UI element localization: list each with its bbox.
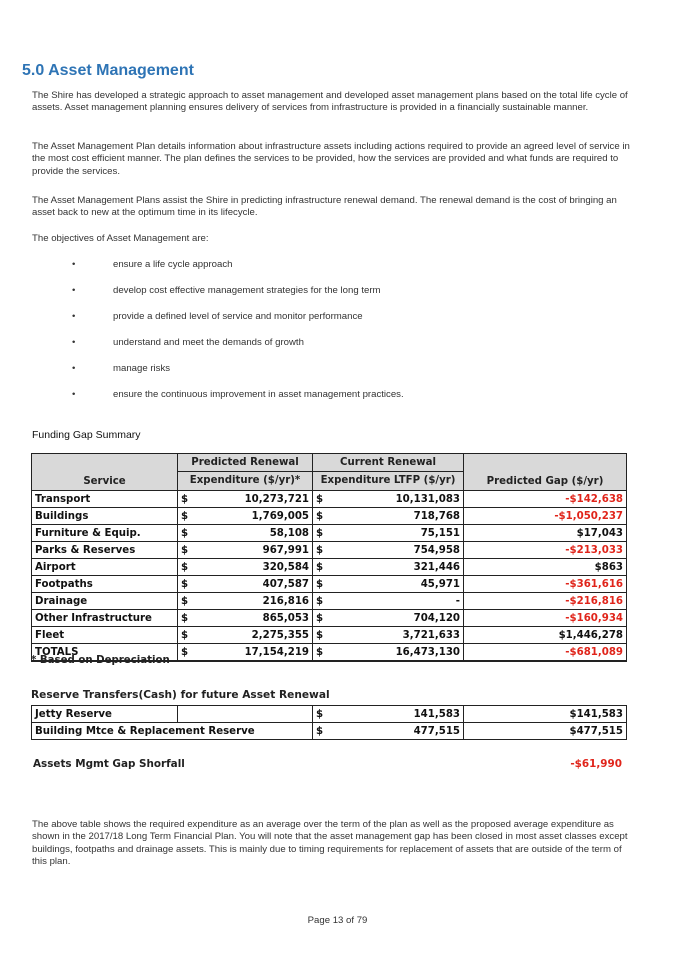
header-service: Service: [32, 454, 178, 491]
header-predicted-line2: Expenditure ($/yr)*: [178, 472, 313, 491]
header-current-line2: Expenditure LTFP ($/yr): [313, 472, 464, 491]
currency-symbol: $: [178, 508, 192, 525]
service-cell: Fleet: [32, 627, 178, 644]
section-title: 5.0 Asset Management: [22, 62, 194, 79]
gap-cell: $17,043: [464, 525, 627, 542]
current-cell: 704,120: [327, 610, 464, 627]
predicted-cell: 407,587: [192, 576, 313, 593]
gap-cell: -$681,089: [464, 644, 627, 662]
gap-cell: -$213,033: [464, 542, 627, 559]
currency-symbol: $: [178, 644, 192, 662]
objectives-intro: The objectives of Asset Management are:: [32, 233, 209, 244]
funding-gap-body: [32, 491, 627, 662]
currency-symbol: $: [313, 525, 327, 542]
predicted-cell: 865,053: [192, 610, 313, 627]
currency-symbol: $: [313, 706, 327, 723]
currency-symbol: $: [178, 559, 192, 576]
currency-symbol: $: [313, 559, 327, 576]
currency-symbol: $: [178, 525, 192, 542]
page-number: Page 13 of 79: [307, 915, 368, 926]
bullet-icon: •: [72, 363, 76, 374]
reserve-value: $141,583: [464, 706, 627, 723]
predicted-cell: 216,816: [192, 593, 313, 610]
currency-symbol: $: [178, 542, 192, 559]
table-row: [32, 627, 627, 644]
reserve-value: $477,515: [464, 723, 627, 740]
footnote: * Based on Depreciation: [31, 655, 170, 666]
shortfall-label: Assets Mgmt Gap Shorfall: [33, 758, 185, 770]
predicted-cell: 17,154,219: [192, 644, 313, 662]
service-cell: Furniture & Equip.: [32, 525, 178, 542]
currency-symbol: $: [313, 723, 327, 740]
predicted-cell: 58,108: [192, 525, 313, 542]
service-cell: Airport: [32, 559, 178, 576]
currency-symbol: $: [313, 491, 327, 508]
bullet-icon: •: [72, 285, 76, 296]
service-cell: Transport: [32, 491, 178, 508]
table-row: [32, 542, 627, 559]
currency-symbol: $: [313, 542, 327, 559]
plan-details-paragraph: The Asset Management Plan details information about infrastructure assets including actions required to provide an agreed level of service in the most cost efficient manner. The plan defines the services to be provided, how the services are provided and what funds are required to provide the services.: [32, 141, 630, 177]
current-cell: 45,971: [327, 576, 464, 593]
predicted-cell: 967,991: [192, 542, 313, 559]
reserve-table: [31, 705, 627, 740]
current-cell: 754,958: [327, 542, 464, 559]
reserve-amount: 477,515: [327, 723, 464, 740]
current-cell: 75,151: [327, 525, 464, 542]
table-row: [32, 576, 627, 593]
gap-cell: -$142,638: [464, 491, 627, 508]
service-cell: TOTALS: [32, 644, 178, 662]
closing-paragraph: The above table shows the required expenditure as an average over the term of the plan as well as the proposed average expenditure as shown in the 2017/18 Long Term Financial Plan. You will note that the asset management gap has been closed in most asset classes except buildings, footpaths and drainage assets. This is mainly due to timing requirements for replacement of assets that are outside of the term of this plan.: [32, 819, 628, 867]
bullet-icon: •: [72, 389, 76, 400]
current-cell: 718,768: [327, 508, 464, 525]
current-cell: 10,131,083: [327, 491, 464, 508]
reserve-blank-cell: [178, 706, 313, 723]
current-cell: 3,721,633: [327, 627, 464, 644]
predicted-cell: 1,769,005: [192, 508, 313, 525]
current-cell: 321,446: [327, 559, 464, 576]
gap-cell: -$361,616: [464, 576, 627, 593]
bullet-icon: •: [72, 259, 76, 270]
reserve-amount: 141,583: [327, 706, 464, 723]
gap-cell: -$216,816: [464, 593, 627, 610]
table-row: [32, 723, 627, 740]
currency-symbol: $: [178, 491, 192, 508]
bullet-icon: •: [72, 311, 76, 322]
currency-symbol: $: [178, 610, 192, 627]
currency-symbol: $: [313, 576, 327, 593]
table-row: [32, 508, 627, 525]
funding-gap-table: [31, 453, 627, 662]
currency-symbol: $: [313, 610, 327, 627]
currency-symbol: $: [313, 644, 327, 662]
intro-paragraph: The Shire has developed a strategic approach to asset management and developed asset management plans based on the total life cycle of assets. Asset management planning ensures delivery of services from infrastructure is provided in a financially sustainable manner.: [32, 90, 628, 114]
table-row: [32, 593, 627, 610]
currency-symbol: $: [313, 508, 327, 525]
table-row: [32, 559, 627, 576]
gap-cell: $1,446,278: [464, 627, 627, 644]
gap-cell: -$1,050,237: [464, 508, 627, 525]
funding-gap-title: Funding Gap Summary: [32, 429, 141, 441]
service-cell: Drainage: [32, 593, 178, 610]
service-cell: Buildings: [32, 508, 178, 525]
predicted-cell: 10,273,721: [192, 491, 313, 508]
shortfall-value: -$61,990: [570, 758, 622, 770]
currency-symbol: $: [178, 593, 192, 610]
service-cell: Footpaths: [32, 576, 178, 593]
header-current-line1: Current Renewal: [313, 454, 464, 472]
currency-symbol: $: [313, 627, 327, 644]
bullet-icon: •: [72, 337, 76, 348]
currency-symbol: $: [178, 627, 192, 644]
reserve-name: Jetty Reserve: [32, 706, 178, 723]
reserve-name: Building Mtce & Replacement Reserve: [32, 723, 313, 740]
table-row: [32, 610, 627, 627]
header-gap: Predicted Gap ($/yr): [464, 454, 627, 491]
current-cell: 16,473,130: [327, 644, 464, 662]
reserve-title: Reserve Transfers(Cash) for future Asset Renewal: [31, 689, 330, 701]
currency-symbol: $: [178, 576, 192, 593]
current-cell: -: [327, 593, 464, 610]
table-row: [32, 491, 627, 508]
service-cell: Other Infrastructure: [32, 610, 178, 627]
gap-cell: $863: [464, 559, 627, 576]
gap-cell: -$160,934: [464, 610, 627, 627]
currency-symbol: $: [313, 593, 327, 610]
service-cell: Parks & Reserves: [32, 542, 178, 559]
table-row: [32, 525, 627, 542]
predicted-cell: 320,584: [192, 559, 313, 576]
predicted-cell: 2,275,355: [192, 627, 313, 644]
table-row: [32, 706, 627, 723]
header-predicted-line1: Predicted Renewal: [178, 454, 313, 472]
renewal-demand-paragraph: The Asset Management Plans assist the Shire in predicting infrastructure renewal demand. The renewal demand is the cost of bringing an asset back to new at the optimum time in its lifecycle.: [32, 195, 617, 219]
